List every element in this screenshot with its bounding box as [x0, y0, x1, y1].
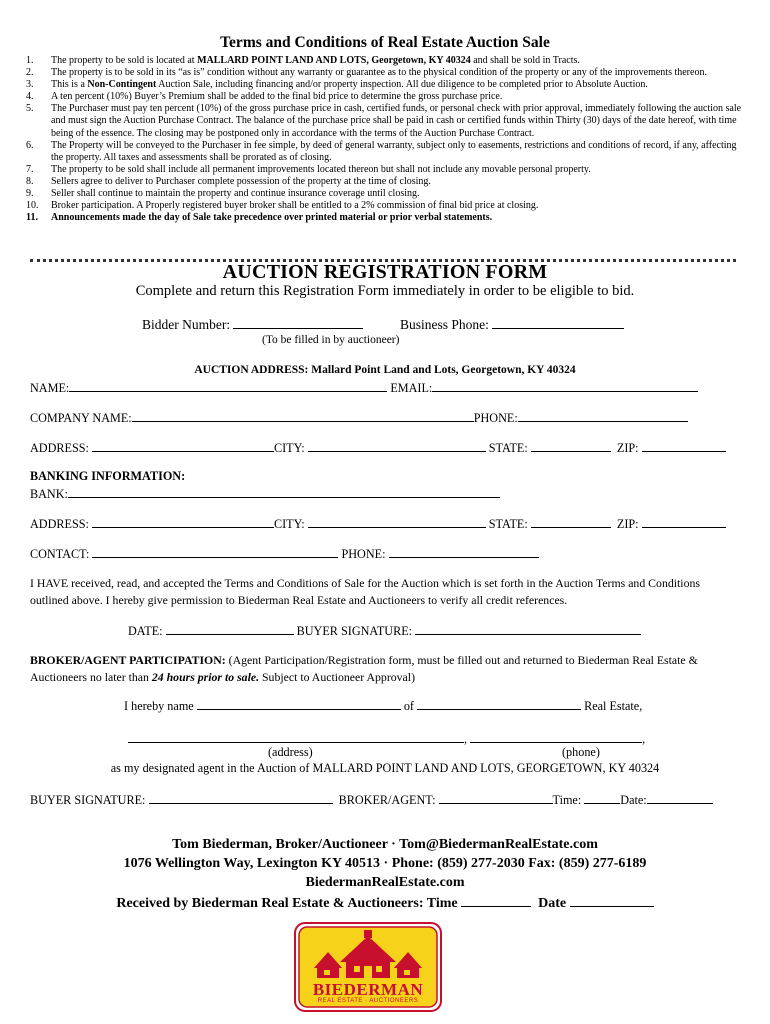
term-text: This is a Non-Contingent Auction Sale, including financing and/or property inspection. All due diligence to be completed prior to Absolute Auction.: [51, 79, 648, 91]
address-caption: (address): [268, 745, 313, 759]
form-title: AUCTION REGISTRATION FORM: [222, 261, 548, 283]
biederman-logo: [294, 922, 442, 1012]
term-item: [26, 140, 746, 164]
received-date-label: Date: [538, 896, 567, 911]
term-number: 4.: [26, 91, 34, 103]
final-buyer-signature-label: BUYER SIGNATURE:: [30, 793, 146, 807]
contact-row: [30, 545, 539, 562]
term-number: 10.: [26, 200, 39, 212]
term-number: 5.: [26, 103, 34, 115]
final-signature-row: [30, 791, 713, 808]
bank-city-field[interactable]: [308, 515, 486, 528]
company-label: COMPANY NAME:: [30, 411, 132, 425]
phone-label: PHONE:: [473, 411, 518, 425]
time-label: Time:: [552, 793, 582, 807]
date-signature-row: [128, 622, 641, 639]
zip-field[interactable]: [642, 439, 726, 452]
bidder-number-label: Bidder Number:: [142, 317, 231, 332]
broker-agent-field[interactable]: [439, 791, 553, 804]
banking-heading: BANKING INFORMATION:: [30, 469, 186, 483]
bank-address-row: [30, 515, 726, 532]
bidder-number-row: [142, 316, 363, 333]
term-text: A ten percent (10%) Buyer’s Premium shall be added to the final bid price to determine the gross purchase price.: [51, 91, 503, 103]
agent-name-field[interactable]: [197, 697, 401, 710]
email-label: EMAIL:: [390, 381, 433, 395]
address-field[interactable]: [92, 439, 274, 452]
term-item: [26, 91, 746, 103]
final-buyer-signature-field[interactable]: [149, 791, 333, 804]
term-text: The Purchaser must pay ten percent (10%) of the gross purchase price in cash, certified funds, or personal check with prior approval, immediately following the auction sale and must sign the Auction Purchase Contract. The balance of the purchase price shall be paid in cash or certified funds within Thirty (30) days of the date hereof, with time being of the essence. The closing may be postponed only in accordance with the terms of the Auction Purchase Contract.: [51, 103, 742, 139]
state-label: STATE:: [488, 441, 528, 455]
term-item: [26, 55, 746, 67]
city-label: CITY:: [273, 441, 305, 455]
business-phone-row: [400, 316, 624, 333]
term-text: The Property will be conveyed to the Purchaser in fee simple, by deed of general warranty, subject only to easements, restrictions and conditions of record, if any, affecting the property. All taxes and assessments shall be prorated as of closing.: [51, 139, 737, 163]
term-number: 3.: [26, 79, 34, 91]
email-field[interactable]: [432, 379, 698, 392]
term-text: Sellers agree to deliver to Purchaser complete possession of the property at the time of closing.: [51, 175, 431, 187]
bank-zip-label: ZIP:: [616, 517, 639, 531]
term-item: [26, 212, 746, 224]
contact-phone-label: PHONE:: [341, 547, 386, 561]
company-field[interactable]: [132, 409, 474, 422]
acknowledgement-text: I HAVE received, read, and accepted the Terms and Conditions of Sale for the Auction which is set forth in the Auction Terms and Conditions outlined above. I hereby give permission to Biederman Real Estate and Auctioneers to verify all credit references.: [30, 576, 700, 607]
address-label: ADDRESS:: [30, 441, 89, 455]
term-text: The property to be sold shall include all permanent improvements located thereon but shall not include any movable personal property.: [51, 163, 591, 175]
name-row: [30, 379, 698, 396]
received-time-field[interactable]: [461, 893, 531, 907]
state-field[interactable]: [531, 439, 611, 452]
term-item: [26, 79, 746, 91]
buyer-signature-label: BUYER SIGNATURE:: [296, 624, 413, 638]
name-field[interactable]: [69, 379, 387, 392]
logo-tagline: REAL ESTATE · AUCTIONEERS: [317, 998, 419, 1004]
date2-field[interactable]: [647, 791, 713, 804]
broker-participation: [30, 652, 736, 685]
of-label: of: [403, 699, 414, 713]
bank-state-label: STATE:: [488, 517, 528, 531]
date2-label: Date:: [620, 793, 647, 807]
received-by-row: [0, 893, 770, 912]
term-text: Announcements made the day of Sale take precedence over printed material or prior verbal statements.: [51, 212, 493, 224]
term-number: 8.: [26, 175, 34, 187]
date-field[interactable]: [166, 622, 294, 635]
auction-address: AUCTION ADDRESS: Mallard Point Land and Lots, Georgetown, KY 40324: [194, 364, 576, 376]
broker-text: (Agent Participation/Registration form, must be filled out and returned to Biederman Real Estate & Auctioneers no later than: [30, 653, 698, 684]
bank-address-label: ADDRESS:: [30, 517, 89, 531]
term-item: [26, 103, 746, 139]
contact-field[interactable]: [92, 545, 338, 558]
term-number: 2.: [26, 67, 34, 79]
term-text: The property is to be sold in its “as is” condition without any warranty or guarantee as to the physical condition of the property or any of the improvements thereon.: [51, 67, 707, 79]
broker-deadline: 24 hours prior to sale.: [151, 669, 260, 684]
bank-field[interactable]: [68, 485, 500, 498]
time-field[interactable]: [584, 791, 620, 804]
term-item: [26, 164, 746, 176]
contact-phone-field[interactable]: [389, 545, 539, 558]
hereby-name-row: [124, 697, 642, 714]
term-number: 1.: [26, 55, 34, 66]
company-row: [30, 409, 688, 426]
zip-label: ZIP:: [616, 441, 639, 455]
term-item: [26, 176, 746, 188]
buyer-signature-field[interactable]: [415, 622, 641, 635]
phone-caption: (phone): [562, 745, 600, 759]
received-by-label: Received by Biederman Real Estate & Auctioneers: Time: [116, 896, 458, 911]
bank-address-field[interactable]: [92, 515, 274, 528]
footer-website: BiedermanRealEstate.com: [305, 875, 465, 890]
footer-address: 1076 Wellington Way, Lexington KY 40513 · Phone: (859) 277-2030 Fax: (859) 277-6189: [123, 856, 647, 871]
city-field[interactable]: [308, 439, 486, 452]
real-estate-label: Real Estate,: [584, 699, 643, 713]
bank-row: [30, 485, 500, 502]
term-number: 7.: [26, 163, 34, 175]
term-item: [26, 200, 746, 212]
bank-state-field[interactable]: [531, 515, 611, 528]
designated-agent-text: as my designated agent in the Auction of MALLARD POINT LAND AND LOTS, GEORGETOWN, KY 40324: [110, 761, 660, 775]
broker-heading: BROKER/AGENT PARTICIPATION:: [30, 653, 226, 667]
business-phone-label: Business Phone:: [400, 317, 489, 332]
agent-phone-field[interactable]: [470, 730, 642, 743]
term-number: 9.: [26, 188, 34, 200]
received-date-field[interactable]: [570, 893, 654, 907]
bank-city-label: CITY:: [273, 517, 305, 531]
agent-address-row: , ,: [128, 730, 645, 747]
term-text: Seller shall continue to maintain the property and continue insurance coverage until closing.: [51, 188, 420, 200]
filled-by-note: (To be filled in by auctioneer): [262, 334, 400, 346]
logo-text: BIEDERMAN: [312, 980, 424, 999]
hereby-name-label: I hereby name: [124, 699, 194, 713]
address-row: [30, 439, 726, 456]
term-number: 11.: [26, 212, 38, 224]
agent-company-field[interactable]: [417, 697, 581, 710]
phone-field[interactable]: [518, 409, 688, 422]
footer-contact: Tom Biederman, Broker/Auctioneer · Tom@BiedermanRealEstate.com: [172, 837, 598, 852]
business-phone-field[interactable]: [492, 316, 624, 329]
terms-list: [26, 55, 746, 224]
term-text: The property to be sold is located at MALLARD POINT LAND AND LOTS, Georgetown, KY 40324 and shall be sold in Tracts.: [51, 55, 580, 66]
agent-address-field[interactable]: [128, 730, 464, 743]
broker-agent-label: BROKER/AGENT:: [338, 793, 436, 807]
bank-zip-field[interactable]: [642, 515, 726, 528]
form-subtitle: Complete and return this Registration Form immediately in order to be eligible to bid.: [135, 283, 635, 299]
terms-title: Terms and Conditions of Real Estate Auction Sale: [220, 34, 550, 51]
term-text: Broker participation. A Properly registered buyer broker shall be entitled to a 2% commission of final bid price at closing.: [51, 200, 539, 212]
term-item: [26, 67, 746, 79]
term-item: [26, 188, 746, 200]
broker-text-end: Subject to Auctioneer Approval): [259, 669, 415, 684]
contact-label: CONTACT:: [30, 547, 90, 561]
name-label: NAME:: [30, 381, 70, 395]
term-number: 6.: [26, 139, 34, 151]
bidder-number-field[interactable]: [233, 316, 363, 329]
date-label: DATE:: [128, 624, 163, 638]
bank-label: BANK:: [30, 487, 68, 501]
